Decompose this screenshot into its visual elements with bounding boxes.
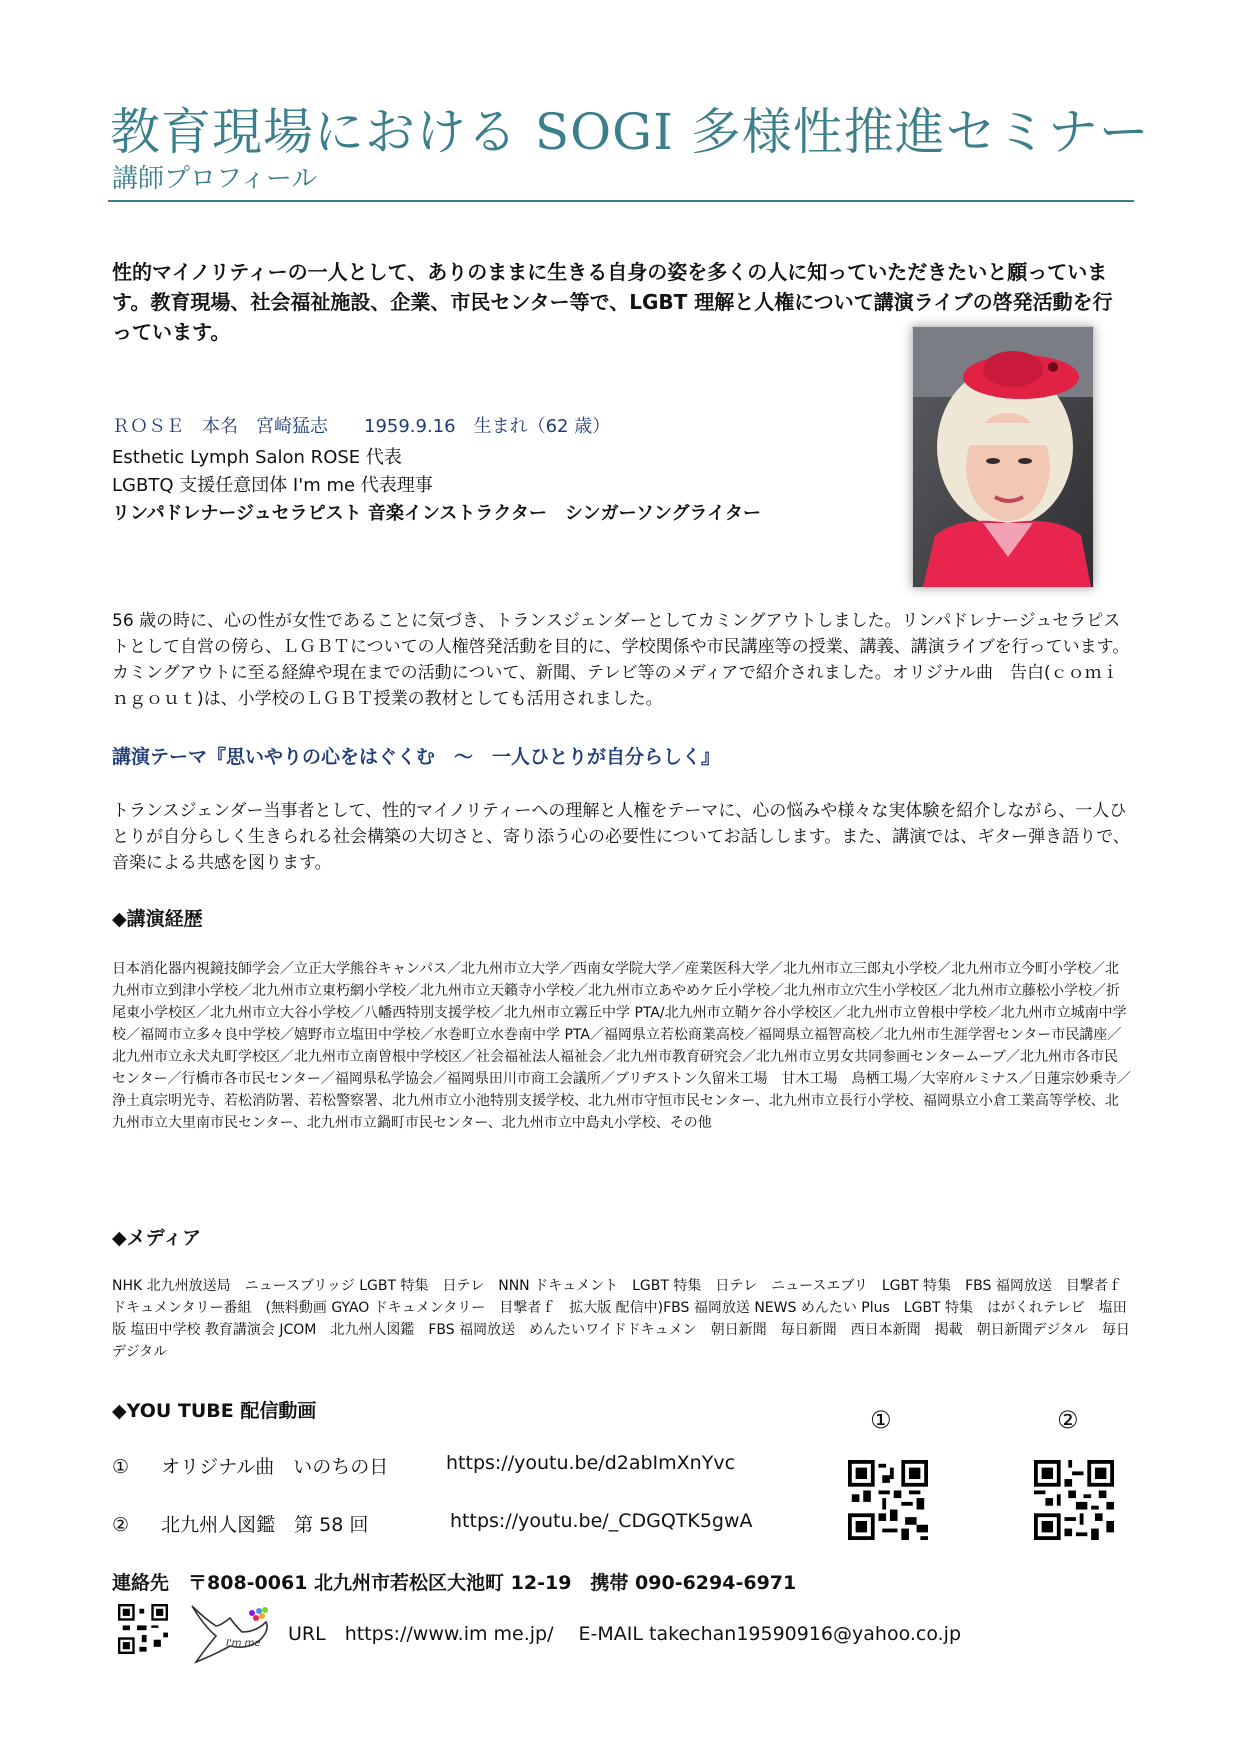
youtube-item-2: [112, 1510, 368, 1537]
youtube-link-1[interactable]: https://youtu.be/d2abImXnYvc: [446, 1452, 736, 1474]
profile-line-2: LGBTQ 支援任意団体 I'm me 代表理事: [112, 475, 433, 496]
speaker-photo: [912, 326, 1094, 588]
profile-line-1: Esthetic Lymph Salon ROSE 代表: [112, 447, 402, 468]
qr-code-site-icon[interactable]: [118, 1604, 168, 1654]
media-heading: ◆メディア: [112, 1227, 202, 1249]
dove-logo-icon: [186, 1596, 272, 1670]
qr-code-1-icon[interactable]: [848, 1460, 928, 1540]
logo-text: I'm me: [226, 1638, 261, 1649]
history-heading: ◆講演経歴: [112, 908, 203, 930]
qr-marker-2: ②: [1057, 1406, 1079, 1434]
profile-line-3: リンパドレナージュセラピスト 音楽インストラクター シンガーソングライター: [112, 503, 761, 524]
youtube-item-number: ②: [112, 1514, 130, 1536]
youtube-item-label: オリジナル曲 いのちの日: [161, 1456, 389, 1478]
profile-name: ＲＯＳＥ 本名 宮崎猛志 1959.9.16 生まれ（62 歳）: [112, 416, 611, 437]
youtube-item-1: [112, 1452, 388, 1479]
page-subtitle: 講師プロフィール: [112, 164, 318, 194]
youtube-link-2[interactable]: https://youtu.be/_CDGQTK5gwA: [450, 1510, 753, 1532]
youtube-item-label: 北九州人図鑑 第 58 回: [161, 1514, 369, 1536]
qr-marker-1: ①: [870, 1406, 892, 1434]
youtube-item-number: ①: [112, 1456, 130, 1478]
url-email-line[interactable]: URL https://www.im me.jp/ E-MAIL takechan19590916@yahoo.co.jp: [288, 1623, 962, 1645]
lecture-theme: 講演テーマ『思いやりの心をはぐくむ ～ 一人ひとりが自分らしく』: [112, 746, 721, 768]
page-title: 教育現場における SOGI 多様性推進セミナー: [110, 103, 1150, 161]
contact-line: 連絡先 〒808-0061 北九州市若松区大池町 12-19 携帯 090-6294-6971: [112, 1572, 797, 1594]
history-text: 日本消化器内視鏡技師学会／立正大学熊谷キャンパス／北九州市立大学／西南女学院大学／産業医科大学／北九州市立三郎丸小学校／北九州市立今町小学校／北九州市立到津小学校／北九州市立東朽網小学校／北九州市立天籟寺小学校／北九州市立あやめケ丘小学校／北九州市立穴生小学校区／北九州市立藤松小学校／折尾東小学校区／北九州市立大谷小学校／八幡西特別支援学校／北九州市立霧丘中学 PTA/北九州市立鞘ケ谷小学校区／北九州市立曽根中学校／北九州市立城南中学校／福岡市立多々良中学校／嬉野市立塩田中学校／水巻町立水巻南中学 PTA／福岡県立若松商業高校／福岡県立福智高校／北九州市生涯学習センター市民講座／北九州市立永犬丸町学校区／北九州市立南曽根中学校区／社会福祉法人福祉会／北九州市教育研究会／北九州市立男女共同参画センタームーブ／北九州市各市民センター／行橋市各市民センター／福岡県私学協会／福岡県田川市商工会議所／ブリヂストン久留米工場 甘木工場 鳥栖工場／大宰府ルミナス／日蓮宗妙乗寺／浄土真宗明光寺、若松消防署、若松警察署、北九州市立小池特別支援学校、北九州市守恒市民センター、北九州市立長行小学校、福岡県立小倉工業高等学校、北九州市立大里南市民センター、北九州市立鍋町市民センター、北九州市立中島丸小学校、その他: [112, 961, 1131, 1131]
youtube-heading: ◆YOU TUBE 配信動画: [112, 1400, 317, 1422]
intro-text: 性的マイノリティーの一人として、ありのままに生きる自身の姿を多くの人に知っていただきたいと願っています。教育現場、社会福祉施設、企業、市民センター等で、LGBT 理解と人権について講演ライブの啓発活動を行っています。: [112, 260, 1113, 344]
profile-name-line: [112, 412, 610, 438]
bio-text: 56 歳の時に、心の性が女性であることに気づき、トランスジェンダーとしてカミングアウトしました。リンパドレナージュセラピストとして自営の傍ら、ＬＧＢＴについての人権啓発活動を目的に、学校関係や市民講座等の授業、講義、講演ライブを行っています。カミングアウトに至る経緯や現在までの活動について、新聞、テレビ等のメディアで紹介されました。オリジナル曲 告白(ｃｏｍｉｎｇｏｕｔ)は、小学校のＬＧＢＴ授業の教材としても活用されました。: [112, 611, 1130, 709]
qr-code-2-icon[interactable]: [1034, 1460, 1114, 1540]
header-divider: [108, 200, 1134, 202]
media-text: NHK 北九州放送局 ニュースブリッジ LGBT 特集 日テレ NNN ドキュメント LGBT 特集 日テレ ニュースエブリ LGBT 特集 FBS 福岡放送 目撃者ｆドキュメンタリー番組 (無料動画 GYAO ドキュメンタリー 目撃者ｆ 拡大版 配信中)FBS 福岡放送 NEWS めんたい Plus LGBT 特集 はがくれテレビ 塩田版 塩田中学校 教育講演会 JCOM 北九州人図鑑 FBS 福岡放送 めんたいワイドドキュメン 朝日新聞 毎日新聞 西日本新聞 掲載 朝日新聞デジタル 毎日デジタル: [112, 1278, 1130, 1360]
theme-description: トランスジェンダー当事者として、性的マイノリティーへの理解と人権をテーマに、心の悩みや様々な実体験を紹介しながら、一人ひとりが自分らしく生きられる社会構築の大切さと、寄り添う心の必要性についてお話しします。また、講演では、ギター弾き語りで、音楽による共感を図ります。: [112, 801, 1130, 873]
